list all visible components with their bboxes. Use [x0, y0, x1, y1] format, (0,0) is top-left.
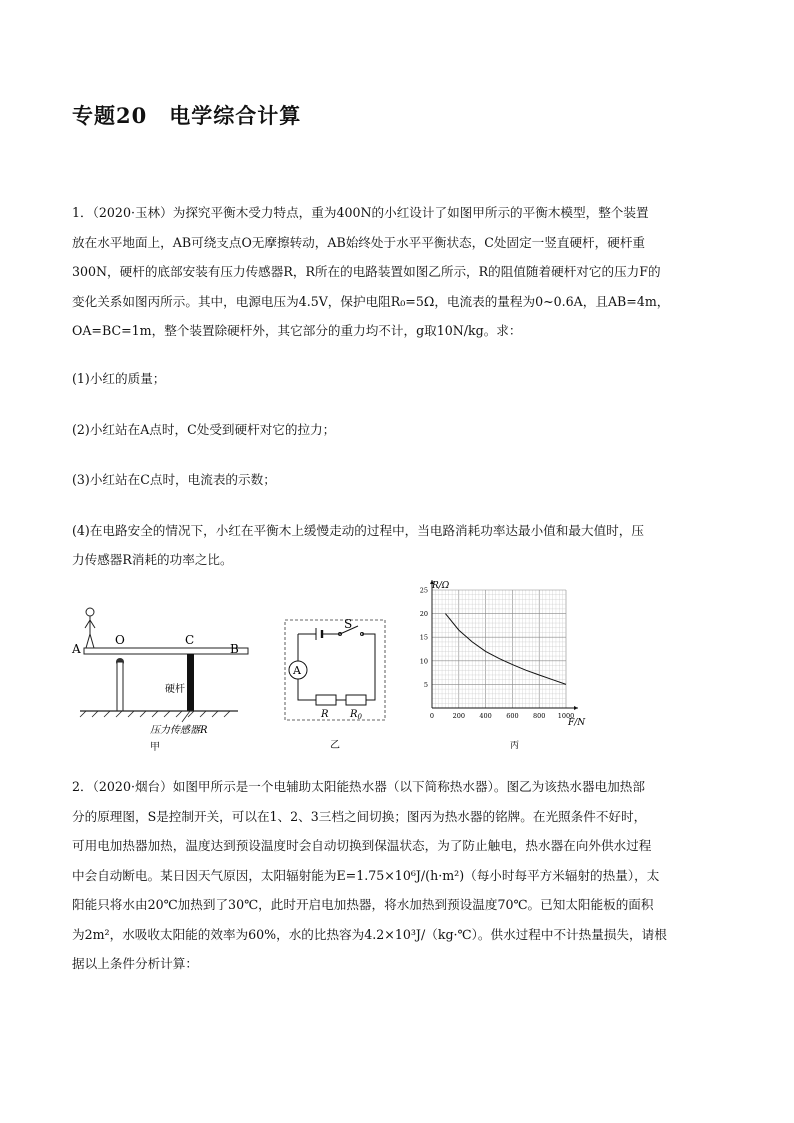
battery-icon [316, 628, 322, 640]
label-o: O [115, 633, 125, 647]
figure-yi-caption: 乙 [330, 740, 340, 751]
x-tick-label: 400 [479, 712, 492, 720]
problem-2-line: 据以上条件分析计算： [72, 956, 198, 971]
resistor-r0 [346, 695, 366, 705]
question-2: (2)小红站在A点时，C处受到硬杆对它的拉力； [72, 421, 336, 437]
label-b: B [230, 642, 239, 656]
switch-label: S [344, 617, 353, 631]
problem-2-line: 分的原理图，S是控制开关，可以在1、2、3三档之间切换；图丙为热水器的铭牌。在光照条件不好时， [72, 808, 647, 824]
y-tick-label: 10 [419, 657, 428, 666]
chart-ticks [420, 587, 575, 721]
problem-2-line: 可用电加热器加热，温度达到预设温度时会自动切换到保温状态，为了防止触电，热水器在向外供水过程 [72, 838, 652, 853]
person-icon [85, 608, 95, 648]
ammeter-label: A [293, 664, 301, 677]
problem-2-text [72, 772, 732, 979]
beam [84, 648, 248, 654]
page-title: 专题20 电学综合计算 [72, 103, 302, 128]
question-3: (3)小红站在C点时，电流表的示数； [72, 472, 276, 487]
problem-2-line: 中会自动断电。某日因天气原因，太阳辐射能为E=1.75×10⁶J/(h·m²)（每小时每平方米辐射的热量），太 [72, 867, 660, 883]
question-4: (4)在电路安全的情况下，小红在平衡木上缓慢走动的过程中，当电路消耗功率达最小值和最大值时，压 [72, 522, 644, 538]
figure-jia-caption: 甲 [150, 742, 160, 753]
figure-bing [412, 578, 602, 756]
r-label: R [321, 709, 329, 720]
rod-label: 硬杆 [165, 684, 185, 695]
x-tick-label: 1000 [557, 712, 575, 720]
y-tick-label: 15 [419, 633, 428, 642]
label-a: A [72, 642, 81, 656]
rigid-rod [187, 654, 194, 711]
x-tick-label: 200 [452, 712, 466, 720]
problem-2-line: 阳能只将水由20℃加热到了30℃，此时开启电加热器，将水加热到预设温度70℃。已知太阳能板的面积 [72, 897, 654, 912]
question-4-cont: 力传感器R消耗的功率之比。 [72, 552, 233, 567]
x-tick-label: 600 [506, 712, 519, 720]
ground-hatch [80, 711, 230, 717]
y-tick-label: 25 [419, 586, 428, 595]
circuit-wires [298, 634, 375, 700]
figure-jia [70, 604, 250, 754]
x-tick-label: 800 [532, 712, 546, 720]
problem-1-line: 1．（2020·玉林）为探究平衡木受力特点，重为400N的小红设计了如图甲所示的平衡木模型，整个装置 [72, 205, 649, 220]
resistor-r [316, 695, 336, 705]
sensor-label: 压力传感器R [150, 725, 208, 736]
pivot-support [117, 662, 123, 711]
problem-1-text [72, 198, 732, 346]
figure-yi [280, 614, 390, 754]
problem-1-line: 300N，硬杆的底部安装有压力传感器R，R所在的电路装置如图乙所示，R的阻值随着硬杆对它的压力F的 [72, 264, 661, 279]
resistance-force-chart [412, 578, 602, 756]
x-axis-arrow [574, 706, 578, 710]
figure-bing-caption: 丙 [510, 741, 520, 751]
problem-1-questions [72, 364, 732, 575]
y-axis-label: R/Ω [432, 581, 450, 591]
x-axis-label: F/N [568, 718, 586, 728]
chart-grid [432, 590, 566, 708]
problem-1-line: 放在水平地面上，AB可绕支点O无摩擦转动，AB始终处于水平平衡状态，C处固定一竖直硬杆，硬杆重 [72, 234, 646, 250]
ammeter-icon [289, 661, 307, 679]
y-tick-label: 5 [423, 680, 428, 689]
problem-1-line: OA=BC=1m，整个装置除硬杆外，其它部分的重力均不计，g取10N/kg。求： [72, 323, 522, 338]
x-tick-label: 0 [429, 712, 435, 720]
problem-1-line: 变化关系如图丙所示。其中，电源电压为4.5V，保护电阻R₀=5Ω，电流表的量程为0~0.6A，且AB=4m， [72, 293, 670, 309]
label-c: C [185, 633, 195, 647]
problem-2-line: 2．（2020·烟台）如图甲所示是一个电辅助太阳能热水器（以下简称热水器）。图乙为该热水器电加热部 [72, 779, 645, 794]
y-tick-label: 20 [419, 610, 428, 619]
problem-2-line: 为2m²，水吸收太阳能的效率为60%，水的比热容为4.2×10³J/（kg·℃）。供水过程中不计热量损失，请根 [72, 926, 667, 942]
r0-label: $R_0$ [350, 709, 362, 721]
question-1: (1)小红的质量； [72, 371, 166, 386]
